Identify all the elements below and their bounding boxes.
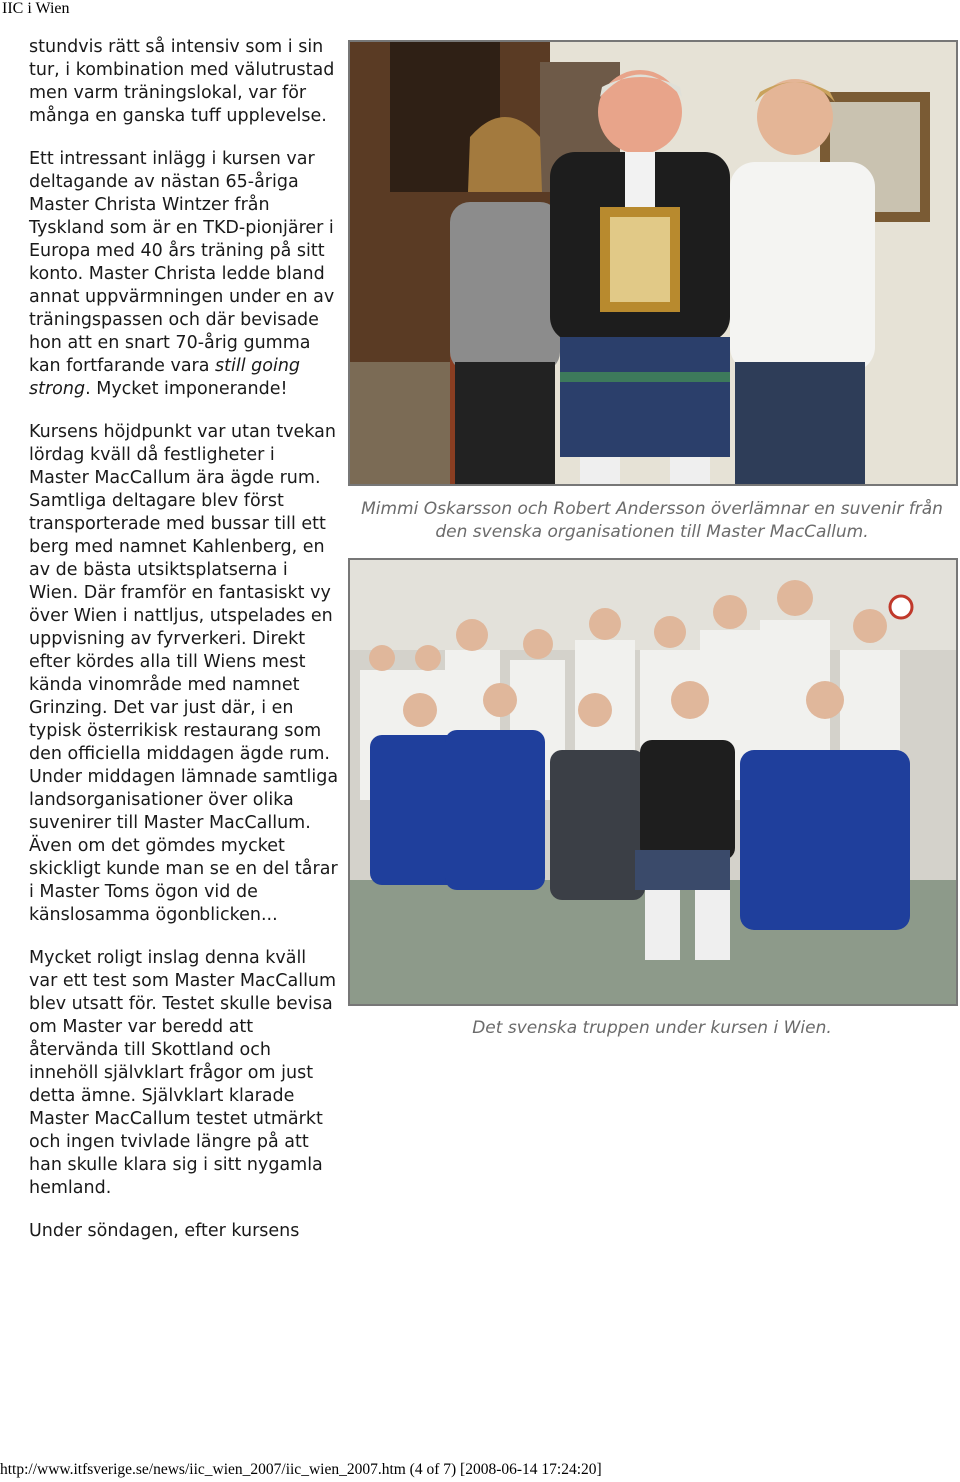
- photo-caption-1: Mimmi Oskarsson och Robert Andersson överlämnar en suvenir från den svenska organisationen till Master MacCallum.: [361, 499, 943, 542]
- page-footer: http://www.itfsverige.se/news/iic_wien_2007/iic_wien_2007.htm (4 of 7) [2008-06-14 17:24:20]: [0, 1461, 602, 1478]
- article-paragraph-5: Under söndagen, efter kursens: [29, 1221, 300, 1241]
- photo-plaque-presentation: [348, 40, 958, 486]
- photo-team-illustration: [350, 560, 956, 1004]
- photo-team-group: [348, 558, 958, 1006]
- article-body: [29, 36, 339, 1243]
- article-paragraph-1: stundvis rätt så intensiv som i sin tur, i kombination med välutrustad men varm träningslokal, var för många en ganska tuff upplevelse.: [29, 37, 335, 126]
- article-paragraph-2: [29, 148, 339, 401]
- page-header: IIC i Wien: [2, 0, 70, 17]
- paragraph-2-end: . Mycket imponerande!: [85, 379, 288, 399]
- article-paragraph-3: Kursens höjdpunkt var utan tvekan lördag kväll då festligheter i Master MacCallum ära ägde rum. Samtliga deltagare blev först transporterade med bussar till ett berg med namnet Kahlenberg, en av de bästa utsiktsplatserna i Wien. Där framför en fantasiskt vy över Wien i nattljus, utspelades en uppvisning av fyrverkeri. Direkt efter kördes alla till Wiens mest kända vinområde med namnet Grinzing. Det var just där, i en typisk österrikisk restaurang som den officiella middagen ägde rum. Under middagen lämnade samtliga landsorganisationer över olika suvenirer till Master MacCallum. Även om det gömdes mycket skickligt kunde man se en del tårar i Master Toms ögon vid de känslosamma ögonblicken...: [29, 422, 339, 925]
- photo-caption-2: Det svenska truppen under kursen i Wien.: [472, 1018, 832, 1038]
- paragraph-2-text: Ett intressant inlägg i kursen var deltagande av nästan 65-åriga Master Christa Wintzer från Tyskland som är en TKD-pionjärer i Europa med 40 års träning på sitt konto. Master Christa ledde bland annat uppvärmningen under en av träningspassen och där bevisade hon att en snart 70-årig gumma kan fortfarande vara: [29, 149, 335, 376]
- emphasis-still-going-strong: still going strong: [29, 356, 301, 399]
- photo-plaque-illustration: [350, 42, 956, 484]
- article-paragraph-4: Mycket roligt inslag denna kväll var ett test som Master MacCallum blev utsatt för. Testet skulle bevisa om Master var beredd att återvända till Skottland och innehöll självklart frågor om just detta ämne. Självklart klarade Master MacCallum testet utmärkt och ingen tvivlade längre på att han skulle klara sig i sitt nygamla hemland.: [29, 948, 337, 1198]
